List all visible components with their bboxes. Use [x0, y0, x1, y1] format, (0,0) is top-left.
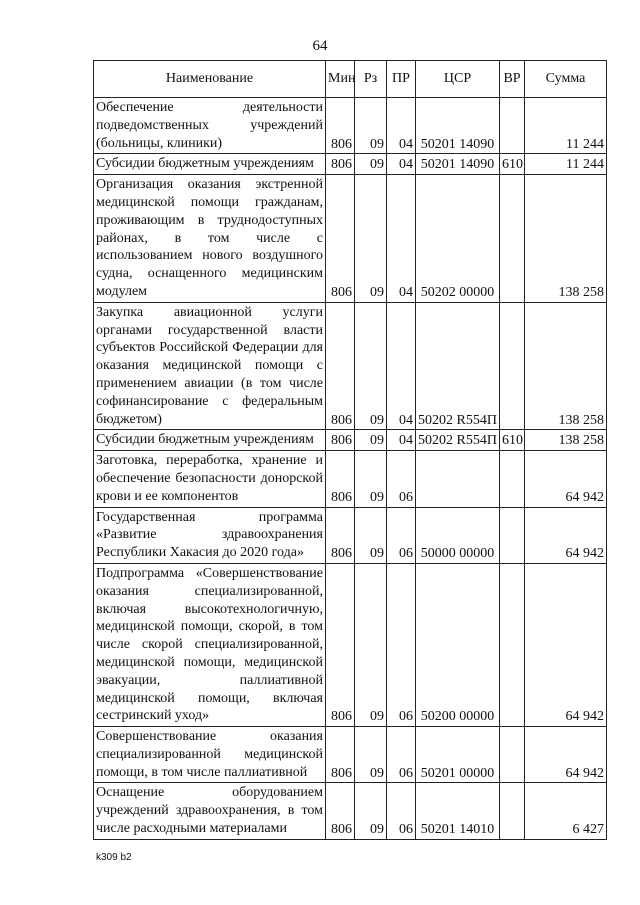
cell-vr [500, 175, 525, 303]
cell-vr [500, 563, 525, 726]
cell-csr: 50200 00000 [416, 563, 500, 726]
cell-min: 806 [326, 302, 355, 430]
cell-pr: 06 [387, 783, 416, 839]
table-row [94, 154, 607, 175]
budget-table [93, 60, 607, 840]
footer-code: k309 b2 [96, 852, 132, 863]
cell-pr: 04 [387, 302, 416, 430]
cell-csr: 50202 R554П [416, 302, 500, 430]
header-csr: ЦСР [416, 61, 500, 98]
cell-sum: 64 942 [525, 451, 607, 507]
cell-name: Подпрограмма «Совершенствование оказания специализированной, включая высокотехнологичную, медицинской помощи, скорой, в том числе скорой специализированной, медицинской помощи, медицинской эвакуации, паллиативной медицинской помощи, включая сестринский уход» [94, 563, 326, 726]
cell-name: Оснащение оборудованием учреждений здравоохранения, в том числе расходными материалами [94, 783, 326, 839]
cell-min: 806 [326, 563, 355, 726]
cell-rz: 09 [355, 302, 387, 430]
header-vr: ВР [500, 61, 525, 98]
cell-csr: 50201 00000 [416, 727, 500, 783]
cell-sum: 64 942 [525, 727, 607, 783]
cell-name: Закупка авиационной услуги органами государственной власти субъектов Российской Федерации для оказания медицинской помощи с применением авиации (в том числе софинансирование с федеральным бюджетом) [94, 302, 326, 430]
cell-sum: 11 244 [525, 98, 607, 154]
cell-rz: 09 [355, 98, 387, 154]
cell-rz: 09 [355, 783, 387, 839]
header-min: Мин [326, 61, 355, 98]
table-row [94, 430, 607, 451]
cell-vr [500, 507, 525, 563]
cell-csr: 50201 14090 [416, 154, 500, 175]
header-name: Наименование [94, 61, 326, 98]
cell-name: Субсидии бюджетным учреждениям [94, 430, 326, 451]
table-row [94, 507, 607, 563]
table-row [94, 727, 607, 783]
page-number: 64 [312, 38, 328, 54]
header-pr: ПР [387, 61, 416, 98]
cell-min: 806 [326, 451, 355, 507]
cell-csr: 50000 00000 [416, 507, 500, 563]
cell-rz: 09 [355, 727, 387, 783]
table-header-row [94, 61, 607, 98]
table-row [94, 451, 607, 507]
cell-vr [500, 451, 525, 507]
cell-rz: 09 [355, 175, 387, 303]
cell-vr: 610 [500, 430, 525, 451]
header-sum: Сумма [525, 61, 607, 98]
cell-sum: 64 942 [525, 507, 607, 563]
cell-min: 806 [326, 430, 355, 451]
cell-csr: 50201 14010 [416, 783, 500, 839]
cell-min: 806 [326, 507, 355, 563]
cell-rz: 09 [355, 507, 387, 563]
cell-pr: 04 [387, 154, 416, 175]
cell-csr: 50202 R554П [416, 430, 500, 451]
cell-min: 806 [326, 783, 355, 839]
cell-pr: 06 [387, 507, 416, 563]
cell-sum: 6 427 [525, 783, 607, 839]
cell-vr [500, 783, 525, 839]
cell-sum: 138 258 [525, 175, 607, 303]
cell-rz: 09 [355, 563, 387, 726]
cell-name: Обеспечение деятельности подведомственных учреждений (больницы, клиники) [94, 98, 326, 154]
cell-rz: 09 [355, 154, 387, 175]
cell-pr: 06 [387, 563, 416, 726]
cell-vr [500, 302, 525, 430]
cell-name: Субсидии бюджетным учреждениям [94, 154, 326, 175]
table-row [94, 783, 607, 839]
cell-pr: 06 [387, 727, 416, 783]
cell-sum: 138 258 [525, 302, 607, 430]
cell-sum: 64 942 [525, 563, 607, 726]
cell-pr: 04 [387, 175, 416, 303]
table-row [94, 98, 607, 154]
cell-rz: 09 [355, 451, 387, 507]
cell-name: Организация оказания экстренной медицинской помощи гражданам, проживающим в труднодоступных районах, в том числе с использованием нового воздушного судна, оснащенного медицинским модулем [94, 175, 326, 303]
cell-pr: 04 [387, 430, 416, 451]
cell-csr [416, 451, 500, 507]
cell-min: 806 [326, 98, 355, 154]
cell-rz: 09 [355, 430, 387, 451]
cell-vr: 610 [500, 154, 525, 175]
cell-name: Государственная программа «Развитие здравоохранения Республики Хакасия до 2020 года» [94, 507, 326, 563]
cell-vr [500, 727, 525, 783]
cell-sum: 138 258 [525, 430, 607, 451]
cell-csr: 50201 14090 [416, 98, 500, 154]
table-row [94, 302, 607, 430]
cell-pr: 04 [387, 98, 416, 154]
cell-min: 806 [326, 727, 355, 783]
cell-pr: 06 [387, 451, 416, 507]
header-rz: Рз [355, 61, 387, 98]
cell-csr: 50202 00000 [416, 175, 500, 303]
cell-sum: 11 244 [525, 154, 607, 175]
cell-min: 806 [326, 154, 355, 175]
table-row [94, 175, 607, 303]
cell-name: Заготовка, переработка, хранение и обеспечение безопасности донорской крови и ее компонентов [94, 451, 326, 507]
cell-min: 806 [326, 175, 355, 303]
cell-vr [500, 98, 525, 154]
table-row [94, 563, 607, 726]
cell-name: Совершенствование оказания специализированной медицинской помощи, в том числе паллиативной [94, 727, 326, 783]
